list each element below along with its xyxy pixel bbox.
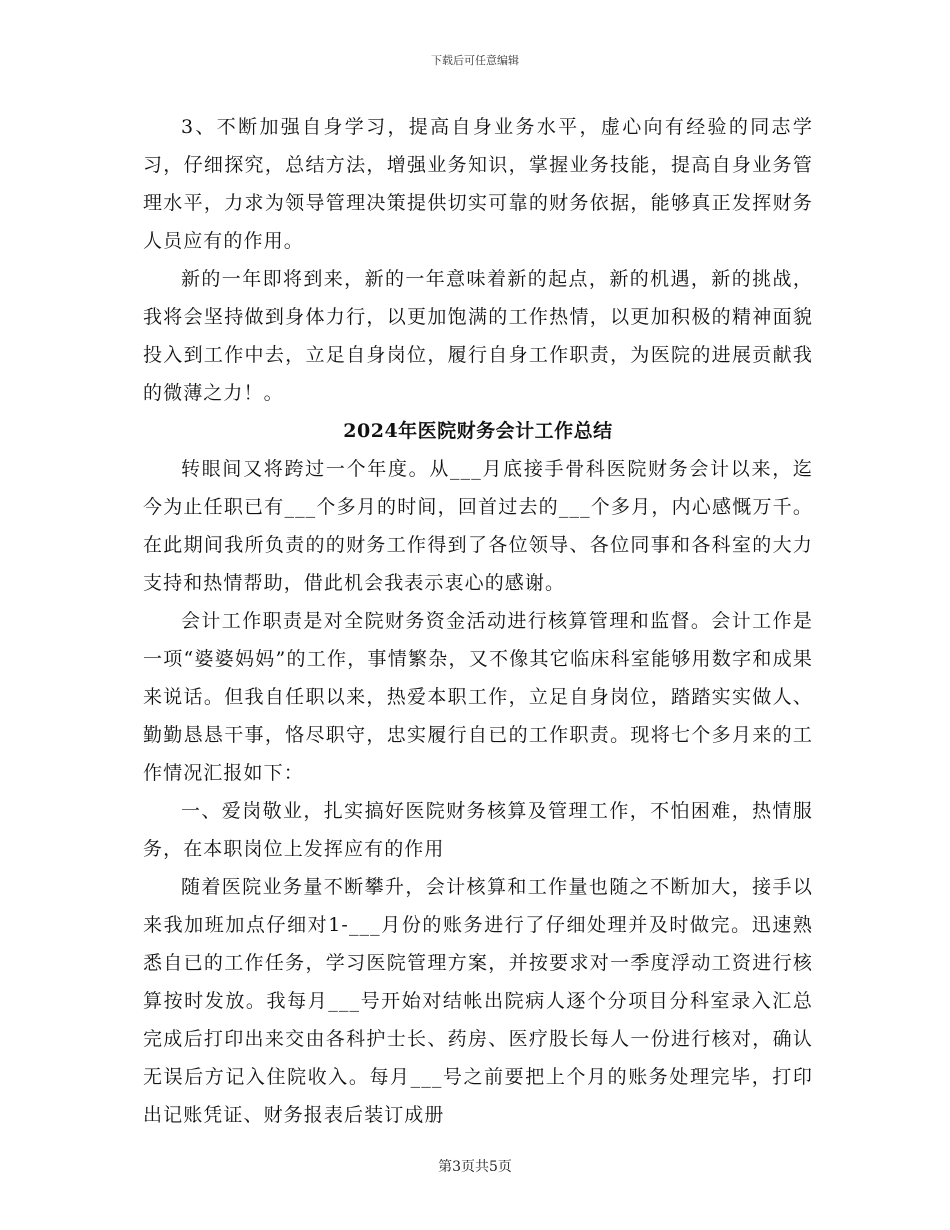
paragraph: 会计工作职责是对全院财务资金活动进行核算管理和监督。会计工作是一项“婆婆妈妈”的工作，事情繁杂，又不像其它临床科室能够用数字和成果来说话。但我自任职以来，热爱本职工作，立足自身岗位，踏踏实实做人、勤勤恳恳干事，恪尽职守，忠实履行自已的工作职责。现将七个多月来的工作情况汇报如下： — [143, 610, 813, 784]
section-title: 2024年医院财务会计工作总结 — [343, 420, 613, 442]
page-header: 下载后可任意编辑 — [431, 54, 519, 67]
page-footer: 第3页共5页 — [438, 1159, 512, 1175]
paragraph: 3、不断加强自身学习，提高自身业务水平，虚心向有经验的同志学习，仔细探究，总结方法，增强业务知识，掌握业务技能，提高自身业务管理水平，力求为领导管理决策提供切实可靠的财务依据，能够真正发挥财务人员应有的作用。 — [143, 116, 813, 252]
document-body — [143, 108, 813, 1134]
paragraph: 新的一年即将到来，新的一年意味着新的起点，新的机遇，新的挑战，我将会坚持做到身体力行，以更加饱满的工作热情，以更加积极的精神面貌投入到工作中去，立足自身岗位，履行自身工作职责，为医院的进展贡献我的微薄之力！。 — [143, 268, 813, 404]
paragraph: 随着医院业务量不断攀升，会计核算和工作量也随之不断加大，接手以来我加班加点仔细对1-___月份的账务进行了仔细处理并及时做完。迅速熟悉自已的工作任务，学习医院管理方案，并按要求对一季度浮动工资进行核算按时发放。我每月___号开始对结帐出院病人逐个分项目分科室录入汇总完成后打印出来交由各科护士长、药房、医疗股长每人一份进行核对，确认无误后方记入住院收入。每月___号之前要把上个月的账务处理完毕，打印出记账凭证、财务报表后装订成册 — [143, 876, 813, 1126]
paragraph: 一、爱岗敬业，扎实搞好医院财务核算及管理工作，不怕困难，热情服务，在本职岗位上发挥应有的作用 — [143, 800, 813, 860]
paragraph: 转眼间又将跨过一个年度。从___月底接手骨科医院财务会计以来，迄今为止任职已有___个多月的时间，回首过去的___个多月，内心感慨万千。在此期间我所负责的的财务工作得到了各位领导、各位同事和各科室的大力支持和热情帮助，借此机会我表示衷心的感谢。 — [143, 458, 813, 594]
